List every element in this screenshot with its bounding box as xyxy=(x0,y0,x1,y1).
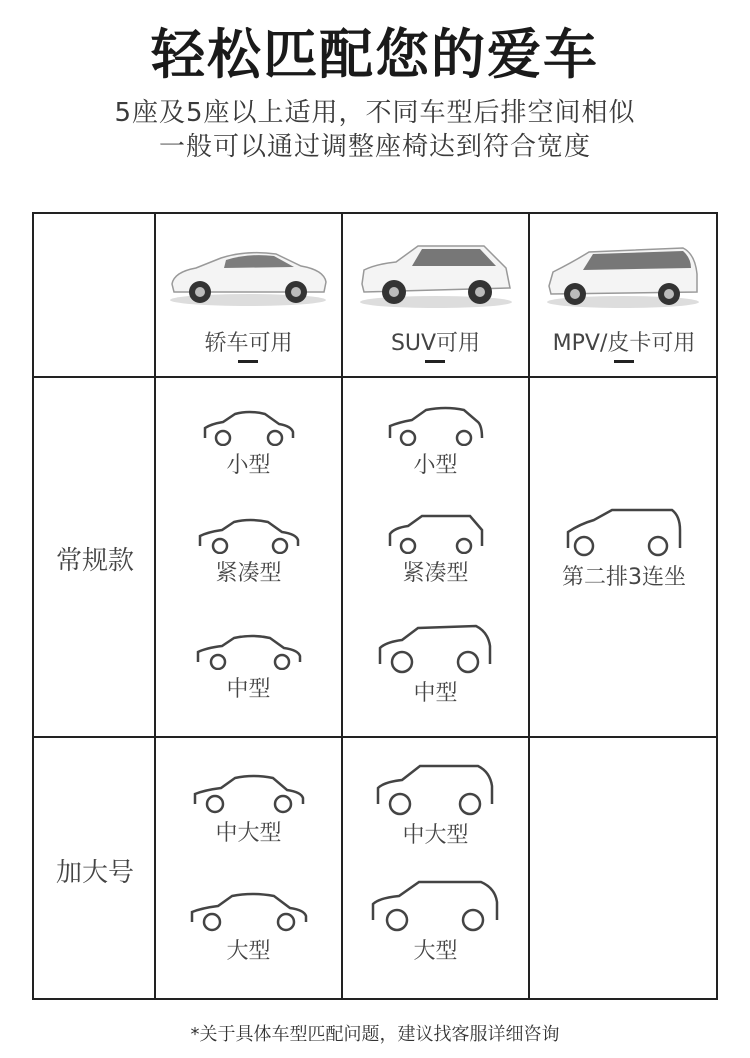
size-label: 小型 xyxy=(413,453,458,478)
size-label: 紧凑型 xyxy=(402,561,469,586)
small-suv-icon xyxy=(386,404,486,446)
row-label-large: 加大号 xyxy=(55,858,134,888)
size-item xyxy=(343,404,528,479)
size-item xyxy=(156,408,341,479)
footnote: *关于具体车型匹配问题，建议找客服详细咨询 xyxy=(190,1024,560,1045)
size-item xyxy=(343,512,528,587)
size-item xyxy=(343,762,528,849)
suv-photo-icon xyxy=(356,230,516,316)
size-item xyxy=(156,632,341,703)
size-label: 中大型 xyxy=(215,821,282,846)
full-size-suv-icon xyxy=(374,762,498,816)
size-item xyxy=(156,772,341,847)
compatibility-table xyxy=(32,212,718,1000)
midsize-suv-icon xyxy=(376,622,496,674)
size-item xyxy=(156,890,341,965)
column-underline xyxy=(614,360,634,363)
size-label: 小型 xyxy=(226,453,271,478)
size-label: 第二排3连坐 xyxy=(562,565,686,590)
mpv-bench-icon xyxy=(564,506,684,558)
large-suv-icon xyxy=(369,878,503,932)
column-label-sedan: 轿车可用 xyxy=(204,331,293,356)
large-sedan-icon xyxy=(188,890,310,932)
size-label: 大型 xyxy=(226,939,271,964)
compact-sedan-icon xyxy=(196,516,302,554)
size-item xyxy=(343,622,528,707)
size-label: 紧凑型 xyxy=(215,561,282,586)
grid-divider xyxy=(34,736,716,738)
row-label-regular: 常规款 xyxy=(55,546,134,576)
size-item xyxy=(530,506,718,591)
size-label: 中型 xyxy=(413,681,458,706)
size-label: 中型 xyxy=(226,677,271,702)
size-label: 中大型 xyxy=(402,823,469,848)
column-underline xyxy=(425,360,445,363)
mpv-photo-icon xyxy=(543,234,703,316)
grid-divider xyxy=(34,376,716,378)
small-sedan-icon xyxy=(201,408,297,446)
subtitle-line-2: 一般可以通过调整座椅达到符合宽度 xyxy=(158,132,591,162)
size-item xyxy=(156,516,341,587)
size-label: 大型 xyxy=(413,939,458,964)
column-label-mpv: MPV/皮卡可用 xyxy=(552,331,696,356)
column-underline xyxy=(238,360,258,363)
column-label-suv: SUV可用 xyxy=(390,331,481,356)
midsize-sedan-icon xyxy=(194,632,304,670)
full-size-sedan-icon xyxy=(191,772,307,814)
sedan-photo-icon xyxy=(166,232,331,316)
size-item xyxy=(343,878,528,965)
compact-suv-icon xyxy=(386,512,486,554)
page-title: 轻松匹配您的爱车 xyxy=(151,23,599,86)
subtitle-line-1: 5座及5座以上适用，不同车型后排空间相似 xyxy=(114,98,636,128)
